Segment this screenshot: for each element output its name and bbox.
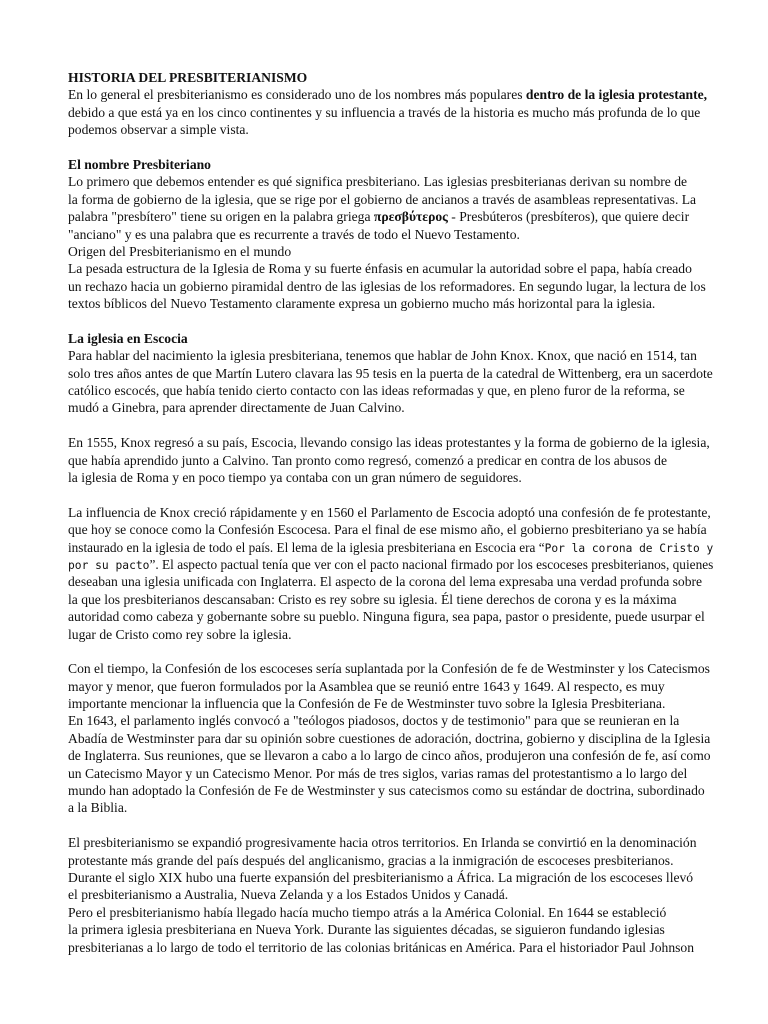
body-line: Abadía de Westminster para dar su opinión sobre cuestiones de adoración, doctrina, gobierno y disciplina de la Iglesia — [68, 730, 711, 746]
body-line: lugar de Cristo como rey sobre la iglesia. — [68, 626, 292, 642]
body-line: En 1555, Knox regresó a su país, Escocia, llevando consigo las ideas protestantes y la forma de gobierno de la iglesia, — [68, 435, 710, 451]
body-line: a la Biblia. — [68, 800, 128, 816]
body-line: Con el tiempo, la Confesión de los escoceses sería suplantada por la Confesión de fe de Westminster y los Catecismos — [68, 661, 710, 677]
body-line: importante mencionar la influencia que la Confesión de Fe de Westminster tuvo sobre la Iglesia Presbiteriana. — [68, 696, 666, 712]
body-line: textos bíblicos del Nuevo Testamento claramente expresa un gobierno mucho más horizontal para la iglesia. — [68, 296, 656, 312]
body-line: que hoy se conoce como la Confesión Escocesa. Para el final de ese mismo año, el gobierno presbiteriano ya se había — [68, 522, 707, 538]
body-line — [68, 208, 713, 225]
body-line: Pero el presbiterianismo había llegado hacía mucho tiempo atrás a la América Colonial. En 1644 se estableció — [68, 904, 667, 920]
body-line: El presbiterianismo se expandió progresivamente hacia otros territorios. En Irlanda se convirtió en la denominación — [68, 835, 697, 851]
body-line: un rechazo hacia un gobierno piramidal dentro de las iglesias de los reformadores. En segundo lugar, la lectura de los — [68, 278, 706, 294]
body-line — [68, 539, 714, 556]
body-line: La pesada estructura de la Iglesia de Roma y su fuerte énfasis en acumular la autoridad sobre el papa, había creado — [68, 261, 692, 277]
greek-word: πρεσβύτερος — [373, 209, 448, 225]
intro-emphasis: dentro de la iglesia protestante, — [525, 87, 708, 103]
body-text: - Presbúteros (presbíteros), que quiere decir — [447, 209, 690, 225]
body-line: solo tres años antes de que Martín Lutero clavara las 95 tesis en la puerta de la catedral de Wittenberg, era un sacerdote — [68, 365, 713, 381]
body-line: la primera iglesia presbiteriana en Nueva York. Durante las siguientes décadas, se siguieron fundando iglesias — [68, 922, 665, 938]
body-line: mudó a Ginebra, para aprender directamente de Juan Calvino. — [68, 400, 405, 416]
paragraph-gap — [68, 643, 713, 660]
body-line: autoridad como cabeza y gobernante sobre su pueblo. Ninguna figura, sea papa, pastor o presidente, puede usurpar el — [68, 609, 705, 625]
body-line: católico escocés, que había tenido cierto contacto con las ideas reformadas y que, en pleno furor de la reforma, se — [68, 383, 685, 399]
body-line: el presbiterianismo a Australia, Nueva Zelanda y a los Estados Unidos y Canadá. — [68, 887, 509, 903]
motto-text: por su pacto — [68, 557, 150, 572]
section-heading-nombre: El nombre Presbiteriano — [68, 156, 211, 172]
paragraph-gap — [68, 139, 713, 156]
body-text: instaurado en la iglesia de todo el país. El lema de la iglesia presbiteriana en Escocia era “ — [68, 539, 545, 555]
paragraph-gap — [68, 312, 713, 329]
intro-line: debido a que está ya en los cinco continentes y su influencia a través de la historia es mucho más profunda de lo que — [68, 104, 701, 120]
body-text: ”. El aspecto pactual tenía que ver con el pacto nacional firmado por los escoceses presbiterianos, quienes — [149, 556, 714, 572]
intro-line — [68, 86, 713, 103]
intro-line: podemos observar a simple vista. — [68, 122, 249, 138]
paragraph-gap — [68, 817, 713, 834]
body-line: un Catecismo Mayor y un Catecismo Menor. Por más de tres siglos, varias ramas del protestantismo a lo largo del — [68, 765, 688, 781]
body-line: de Inglaterra. Sus reuniones, que se llevaron a cabo a lo largo de cinco años, produjeron una confesión de fe, así como — [68, 748, 711, 764]
body-line: Durante el siglo XIX hubo una fuerte expansión del presbiterianismo a África. La migración de los escoceses llevó — [68, 869, 694, 885]
body-line: deseaban una iglesia unificada con Inglaterra. El aspecto de la corona del lema expresaba una verdad profunda sobre — [68, 574, 703, 590]
document-title: HISTORIA DEL PRESBITERIANISMO — [68, 70, 308, 85]
body-line: mundo han adoptado la Confesión de Fe de Westminster y sus catecismos como su estándar de doctrina, subordinado — [68, 783, 705, 799]
intro-text: En lo general el presbiterianismo es considerado uno de los nombres más populares — [68, 87, 526, 103]
body-line: la forma de gobierno de la iglesia, que se rige por el gobierno de ancianos a través de asambleas representativas. La — [68, 191, 697, 207]
body-line: Para hablar del nacimiento la iglesia presbiteriana, tenemos que hablar de John Knox. Knox, que nació en 1514, tan — [68, 348, 697, 364]
body-line: mayor y menor, que fueron formulados por la Asamblea que se reunió entre 1643 y 1649. Al respecto, es muy — [68, 678, 665, 694]
body-line: la iglesia de Roma y en poco tiempo ya contaba con un gran número de seguidores. — [68, 469, 522, 485]
body-line: protestante más grande del país después del anglicanismo, gracias a la inmigración de escoceses presbiterianos. — [68, 852, 674, 868]
section-heading-escocia: La iglesia en Escocia — [68, 330, 188, 346]
body-line: que había aprendido junto a Calvino. Tan pronto como regresó, comenzó a predicar en contra de los abusos de — [68, 452, 667, 468]
body-line: Lo primero que debemos entender es qué significa presbiteriano. Las iglesias presbiterianas derivan su nombre de — [68, 174, 688, 190]
body-line: "anciano" y es una palabra que es recurrente a través de todo el Nuevo Testamento. — [68, 226, 520, 242]
body-line: la que los presbiterianos descansaban: Cristo es rey sobre su iglesia. Él tiene derechos de corona y es la máxima — [68, 591, 677, 607]
subheading-origen: Origen del Presbiterianismo en el mundo — [68, 243, 292, 259]
body-line: En 1643, el parlamento inglés convocó a "teólogos piadosos, doctos y de testimonio" para que se reunieran en la — [68, 713, 680, 729]
motto-text: Por la corona de Cristo y — [544, 540, 714, 555]
paragraph-gap — [68, 486, 713, 503]
body-line: presbiterianas a lo largo de todo el territorio de las colonias británicas en América. Para el historiador Paul Johnson — [68, 939, 695, 955]
paragraph-gap — [68, 417, 713, 434]
body-line — [68, 556, 714, 573]
body-line: La influencia de Knox creció rápidamente y en 1560 el Parlamento de Escocia adoptó una confesión de fe protestante, — [68, 504, 711, 520]
body-text: palabra "presbítero" tiene su origen en la palabra griega — [68, 209, 374, 225]
